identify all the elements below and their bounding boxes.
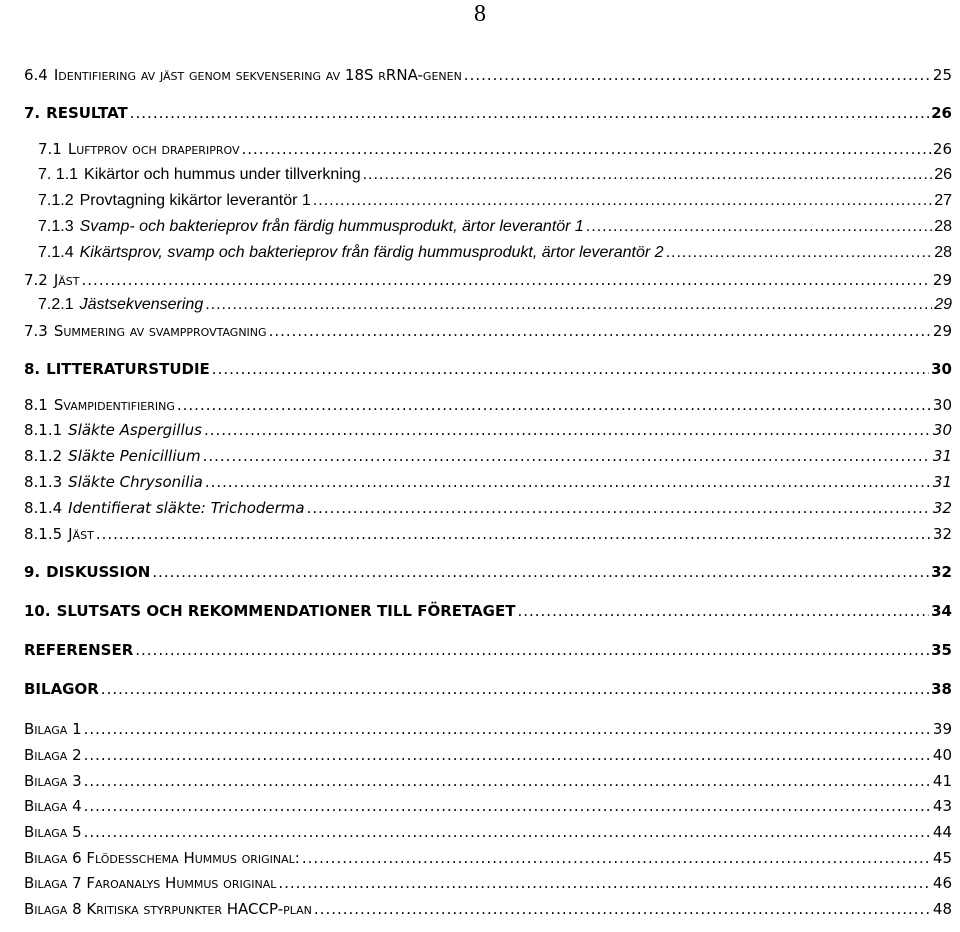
toc-entry-number: 7.2.1 bbox=[38, 296, 74, 313]
toc-entry-page: 29 bbox=[932, 271, 952, 289]
toc-entry-title: BILAGOR bbox=[24, 680, 99, 698]
toc-leader-dots bbox=[307, 497, 931, 519]
toc-entry-page: 28 bbox=[934, 218, 952, 235]
toc-entry-page: 41 bbox=[932, 772, 952, 790]
toc-entry[interactable] bbox=[38, 138, 952, 160]
toc-entry-page: 48 bbox=[932, 900, 952, 918]
toc-entry-title: Identifiering av jäst genom sekvensering av 18S rRNA-genen bbox=[53, 66, 462, 84]
toc-leader-dots bbox=[517, 600, 929, 622]
toc-entry-page: 38 bbox=[931, 680, 952, 698]
toc-leader-dots bbox=[586, 216, 932, 238]
toc-entry-title: LITTERATURSTUDIE bbox=[46, 360, 210, 378]
toc-entry-page: 27 bbox=[934, 192, 952, 209]
toc-leader-dots bbox=[84, 795, 931, 817]
toc-entry-title: Bilaga 4 bbox=[24, 797, 82, 815]
toc-leader-dots bbox=[302, 847, 931, 869]
toc-entry-page: 28 bbox=[934, 244, 952, 261]
toc-leader-dots bbox=[177, 394, 931, 416]
toc-entry-title: Bilaga 3 bbox=[24, 772, 82, 790]
page-number: 8 bbox=[474, 1, 486, 27]
toc-entry-page: 30 bbox=[932, 421, 952, 439]
toc-leader-dots bbox=[278, 872, 931, 894]
toc-entry-title: Kikärtsprov, svamp och bakterieprov från färdig hummusprodukt, ärtor leverantör 2 bbox=[79, 244, 664, 261]
toc-entry-title: Luftprov och draperiprov bbox=[67, 140, 240, 158]
toc-entry-number: 8.1.5 bbox=[24, 525, 63, 543]
toc-entry[interactable] bbox=[38, 242, 952, 264]
toc-entry[interactable] bbox=[24, 898, 952, 920]
toc-entry-number: 7.1.3 bbox=[38, 218, 74, 235]
toc-entry[interactable] bbox=[38, 190, 952, 212]
toc-entry-title: REFERENSER bbox=[24, 641, 134, 659]
toc-entry-title: Svamp- och bakterieprov från färdig hummusprodukt, ärtor leverantör 1 bbox=[79, 218, 584, 235]
toc-entry-number: 7.3 bbox=[24, 322, 48, 340]
toc-entry-number: 7. bbox=[24, 104, 41, 122]
toc-entry[interactable] bbox=[24, 523, 952, 545]
toc-entry[interactable] bbox=[24, 394, 952, 416]
toc-entry[interactable] bbox=[24, 770, 952, 792]
toc-entry[interactable] bbox=[24, 600, 952, 622]
toc-entry[interactable] bbox=[24, 445, 952, 467]
toc-leader-dots bbox=[152, 561, 929, 583]
toc-entry-title: Jästsekvensering bbox=[79, 296, 204, 313]
toc-entry-number: 8.1.3 bbox=[24, 473, 63, 491]
toc-entry-number: 7.1.4 bbox=[38, 244, 74, 261]
toc-entry-number: 8.1.2 bbox=[24, 447, 63, 465]
toc-entry-number: 7. 1.1 bbox=[38, 166, 79, 183]
toc-entry-number: 6.4 bbox=[24, 66, 48, 84]
toc-entry-page: 46 bbox=[932, 874, 952, 892]
toc-entry-page: 26 bbox=[934, 166, 952, 183]
toc-leader-dots bbox=[84, 770, 931, 792]
toc-entry-number: 8. bbox=[24, 360, 41, 378]
toc-entry-title: Identifierat släkte: Trichoderma bbox=[68, 499, 305, 517]
toc-entry-title: DISKUSSION bbox=[46, 563, 151, 581]
toc-entry-page: 31 bbox=[932, 473, 952, 491]
toc-entry[interactable] bbox=[24, 269, 952, 291]
toc-entry-page: 32 bbox=[932, 499, 952, 517]
toc-entry-number: 8.1 bbox=[24, 396, 48, 414]
toc-entry-number: 7.1 bbox=[38, 140, 62, 158]
toc-leader-dots bbox=[241, 138, 930, 160]
toc-entry-number: 10. bbox=[24, 602, 51, 620]
toc-entry-number: 8.1.1 bbox=[24, 421, 63, 439]
toc-leader-dots bbox=[363, 164, 933, 186]
toc-entry[interactable] bbox=[24, 320, 952, 342]
toc-entry-title: Släkte Penicillium bbox=[68, 447, 201, 465]
toc-entry[interactable] bbox=[24, 102, 952, 124]
toc-leader-dots bbox=[101, 678, 929, 700]
toc-entry-page: 35 bbox=[931, 641, 952, 659]
toc-entry-page: 43 bbox=[932, 797, 952, 815]
toc-leader-dots bbox=[96, 523, 931, 545]
toc-entry-title: Bilaga 8 Kritiska styrpunkter HACCP-plan bbox=[24, 900, 312, 918]
toc-entry-number: 9. bbox=[24, 563, 41, 581]
toc-entry-title: Bilaga 1 bbox=[24, 720, 82, 738]
toc-entry-page: 29 bbox=[932, 322, 952, 340]
toc-entry[interactable] bbox=[24, 639, 952, 661]
toc-entry-title: RESULTAT bbox=[46, 104, 128, 122]
toc-entry[interactable] bbox=[24, 744, 952, 766]
toc-entry[interactable] bbox=[24, 497, 952, 519]
toc-entry-title: Bilaga 7 Faroanalys Hummus original bbox=[24, 874, 277, 892]
toc-leader-dots bbox=[135, 639, 929, 661]
toc-entry-title: Bilaga 2 bbox=[24, 746, 82, 764]
toc-entry-title: Provtagning kikärtor leverantör 1 bbox=[79, 192, 311, 209]
toc-entry-title: SLUTSATS OCH REKOMMENDATIONER TILL FÖRETAGET bbox=[56, 602, 516, 620]
toc-entry-title: Släkte Aspergillus bbox=[68, 421, 202, 439]
toc-entry-title: Kikärtor och hummus under tillverkning bbox=[84, 166, 361, 183]
toc-entry[interactable] bbox=[24, 64, 952, 86]
toc-entry-page: 30 bbox=[931, 360, 952, 378]
toc-entry-title: Summering av svampprovtagning bbox=[53, 322, 267, 340]
toc-leader-dots bbox=[84, 718, 931, 740]
toc-leader-dots bbox=[269, 320, 931, 342]
toc-leader-dots bbox=[130, 102, 929, 124]
toc-entry-page: 32 bbox=[932, 525, 952, 543]
toc-entry-title: Bilaga 6 Flödesschema Hummus original: bbox=[24, 849, 300, 867]
toc-entry-page: 31 bbox=[932, 447, 952, 465]
toc-entry[interactable] bbox=[24, 358, 952, 380]
toc-entry[interactable] bbox=[24, 678, 952, 700]
toc-leader-dots bbox=[205, 294, 932, 316]
toc-entry[interactable] bbox=[38, 216, 952, 238]
toc-entry[interactable] bbox=[24, 718, 952, 740]
toc-leader-dots bbox=[205, 471, 931, 493]
toc-leader-dots bbox=[84, 744, 931, 766]
toc-leader-dots bbox=[212, 358, 929, 380]
toc-entry-page: 40 bbox=[932, 746, 952, 764]
toc-entry[interactable] bbox=[24, 872, 952, 894]
toc-entry[interactable] bbox=[24, 471, 952, 493]
toc-entry-page: 34 bbox=[931, 602, 952, 620]
toc-entry-title: Jäst bbox=[53, 271, 80, 289]
toc-entry-title: Bilaga 5 bbox=[24, 823, 82, 841]
toc-entry-page: 30 bbox=[932, 396, 952, 414]
toc-entry[interactable] bbox=[38, 164, 952, 186]
toc-entry[interactable] bbox=[38, 294, 952, 316]
toc-entry[interactable] bbox=[24, 795, 952, 817]
toc-entry-title: Svampidentifiering bbox=[53, 396, 175, 414]
toc-entry-page: 39 bbox=[932, 720, 952, 738]
toc-leader-dots bbox=[82, 269, 931, 291]
toc-entry-page: 44 bbox=[932, 823, 952, 841]
toc-leader-dots bbox=[464, 64, 931, 86]
toc-entry-page: 25 bbox=[932, 66, 952, 84]
toc-entry[interactable] bbox=[24, 847, 952, 869]
toc-entry[interactable] bbox=[24, 821, 952, 843]
toc-leader-dots bbox=[203, 445, 931, 467]
toc-entry-page: 26 bbox=[931, 104, 952, 122]
toc-entry[interactable] bbox=[24, 419, 952, 441]
toc-entry-number: 7.1.2 bbox=[38, 192, 74, 209]
toc-entry[interactable] bbox=[24, 561, 952, 583]
toc-entry-number: 7.2 bbox=[24, 271, 48, 289]
toc-entry-page: 32 bbox=[931, 563, 952, 581]
toc-entry-page: 26 bbox=[932, 140, 952, 158]
toc-entry-title: Jäst bbox=[68, 525, 94, 543]
toc-entry-title: Släkte Chrysonilia bbox=[68, 473, 203, 491]
toc-leader-dots bbox=[666, 242, 933, 264]
toc-entry-number: 8.1.4 bbox=[24, 499, 63, 517]
toc-entry-page: 45 bbox=[932, 849, 952, 867]
toc-entry-page: 29 bbox=[934, 296, 952, 313]
toc-leader-dots bbox=[313, 190, 932, 212]
toc-leader-dots bbox=[84, 821, 931, 843]
toc-leader-dots bbox=[204, 419, 931, 441]
toc-leader-dots bbox=[314, 898, 931, 920]
